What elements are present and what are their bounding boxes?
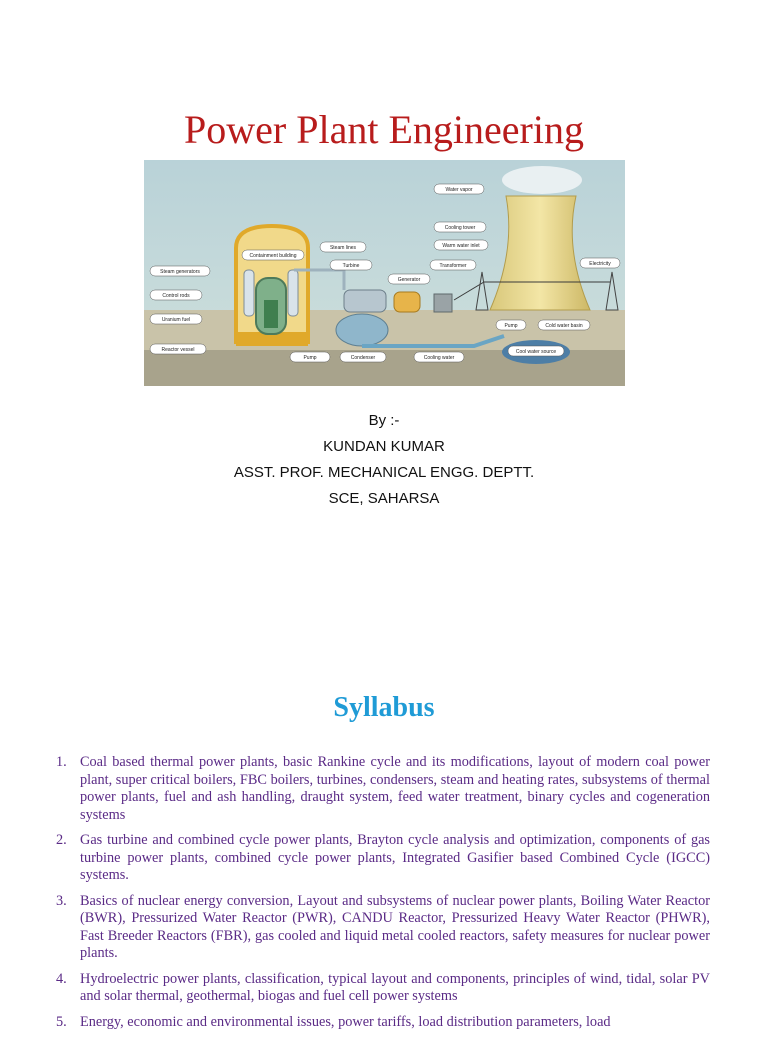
turbine	[344, 290, 386, 312]
syllabus-item	[56, 893, 710, 963]
label-pump-right: Pump	[504, 322, 518, 329]
transformer	[434, 294, 452, 312]
condenser	[336, 314, 388, 346]
syllabus-slide	[0, 640, 768, 1030]
label-turbine: Turbine	[342, 262, 360, 269]
syllabus-item	[56, 832, 710, 885]
label-pump: Pump	[303, 354, 317, 361]
syllabus-title: Syllabus	[333, 692, 435, 723]
slide-title: Power Plant Engineering	[184, 107, 584, 152]
label-steam-generators: Steam generators	[160, 268, 200, 275]
label-containment-building: Containment building	[249, 252, 297, 259]
label-cooling-tower: Cooling tower	[444, 224, 476, 231]
syllabus-item	[56, 1014, 710, 1032]
steam-generator-right	[288, 270, 298, 316]
uranium-fuel-core	[264, 300, 278, 328]
label-uranium-fuel: Uranium fuel	[161, 316, 191, 323]
byline-by: By :-	[368, 412, 400, 429]
generator	[394, 292, 420, 312]
steam-generator-left	[244, 270, 254, 316]
water-vapor	[502, 166, 582, 194]
nuclear-power-plant-diagram	[144, 160, 625, 386]
syllabus-item-text: Basics of nuclear energy conversion, Layout and subsystems of nuclear power plants, Boiling Water Reactor (BWR), Pressurized Water Reactor (PWR), CANDU Reactor, Pressurized Heavy Water Reactor (PHWR), Fast Breeder Reactors (FBR), gas cooled and liquid metal cooled reactors, safety measures for nuclear power plants.	[80, 892, 710, 961]
syllabus-item-text: Energy, economic and environmental issues, power tariffs, load distribution parameters, load	[80, 1013, 611, 1030]
syllabus-item-number: 3.	[56, 892, 67, 909]
syllabus-item-number: 1.	[56, 754, 67, 770]
author-institution: SCE, SAHARSA	[328, 490, 440, 507]
syllabus-item-text: Coal based thermal power plants, basic Rankine cycle and its modifications, layout of modern coal power plant, super critical boilers, FBC boilers, turbines, condensers, steam and heating rates, subsystems of thermal power plants, fuel and ash handling, draught system, feed water treatment, binary cycles and cogeneration systems	[80, 754, 710, 823]
syllabus-list	[56, 754, 710, 1039]
syllabus-item-number: 2.	[56, 832, 67, 848]
label-water-vapor: Water vapor	[445, 186, 473, 193]
label-cooling-water: Cooling water	[423, 354, 455, 361]
syllabus-item-text: Gas turbine and combined cycle power plants, Brayton cycle analysis and optimization, components of gas turbine power plants, combined cycle power plants, Integrated Gasifier based Combined Cycle (IGCC) systems.	[80, 832, 710, 883]
label-steam-lines: Steam lines	[329, 244, 357, 251]
label-cool-water-source: Cool water source	[515, 348, 557, 355]
author-byline	[0, 408, 768, 512]
label-control-rods: Control rods	[162, 292, 190, 299]
syllabus-item-text: Hydroelectric power plants, classification, typical layout and components, principles of wind, tidal, solar PV and solar thermal, geothermal, biogas and fuel cell power systems	[80, 970, 710, 1004]
syllabus-item-number: 4.	[56, 970, 67, 987]
label-warm-water-inlet: Warm water inlet	[442, 242, 480, 249]
label-electricity: Electricity	[589, 260, 611, 267]
label-cold-water-basin: Cold water basin	[545, 322, 583, 329]
label-condenser: Condenser	[350, 354, 376, 361]
author-designation: ASST. PROF. MECHANICAL ENGG. DEPTT.	[233, 464, 535, 481]
label-transformer: Transformer	[439, 262, 467, 269]
label-reactor-vessel: Reactor vessel	[161, 346, 195, 353]
syllabus-item	[56, 754, 710, 824]
syllabus-item-number: 5.	[56, 1013, 67, 1030]
syllabus-item	[56, 971, 710, 1006]
author-name: KUNDAN KUMAR	[323, 438, 445, 455]
label-generator: Generator	[397, 276, 421, 283]
